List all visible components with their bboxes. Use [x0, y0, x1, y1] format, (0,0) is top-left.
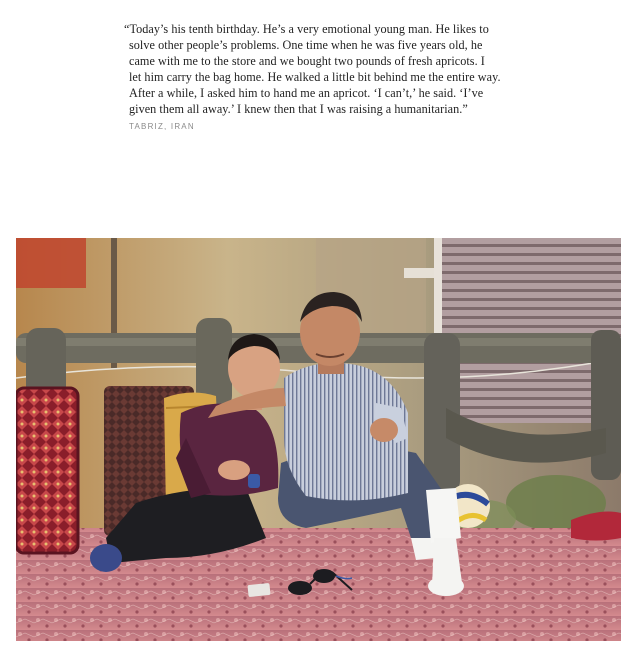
location-caption: TABRIZ, IRAN	[129, 122, 195, 131]
quote-line: came with me to the store and we bought two pounds of fresh apricots. I	[129, 54, 485, 68]
portrait-photo	[16, 238, 621, 641]
quote-block	[124, 21, 544, 131]
quote-text	[124, 21, 544, 117]
quote-line: let him carry the bag home. He walked a little bit behind me the entire way.	[129, 70, 501, 84]
quote-line: given them all away.’ I knew then that I was raising a humanitarian.”	[129, 102, 468, 116]
quote-line: “Today’s his tenth birthday. He’s a very emotional young man. He likes to	[124, 22, 489, 36]
quote-line: After a while, I asked him to hand me an apricot. ‘I can’t,’ he said. ‘I’ve	[129, 86, 484, 100]
quote-line: solve other people’s problems. One time when he was five years old, he	[129, 38, 483, 52]
